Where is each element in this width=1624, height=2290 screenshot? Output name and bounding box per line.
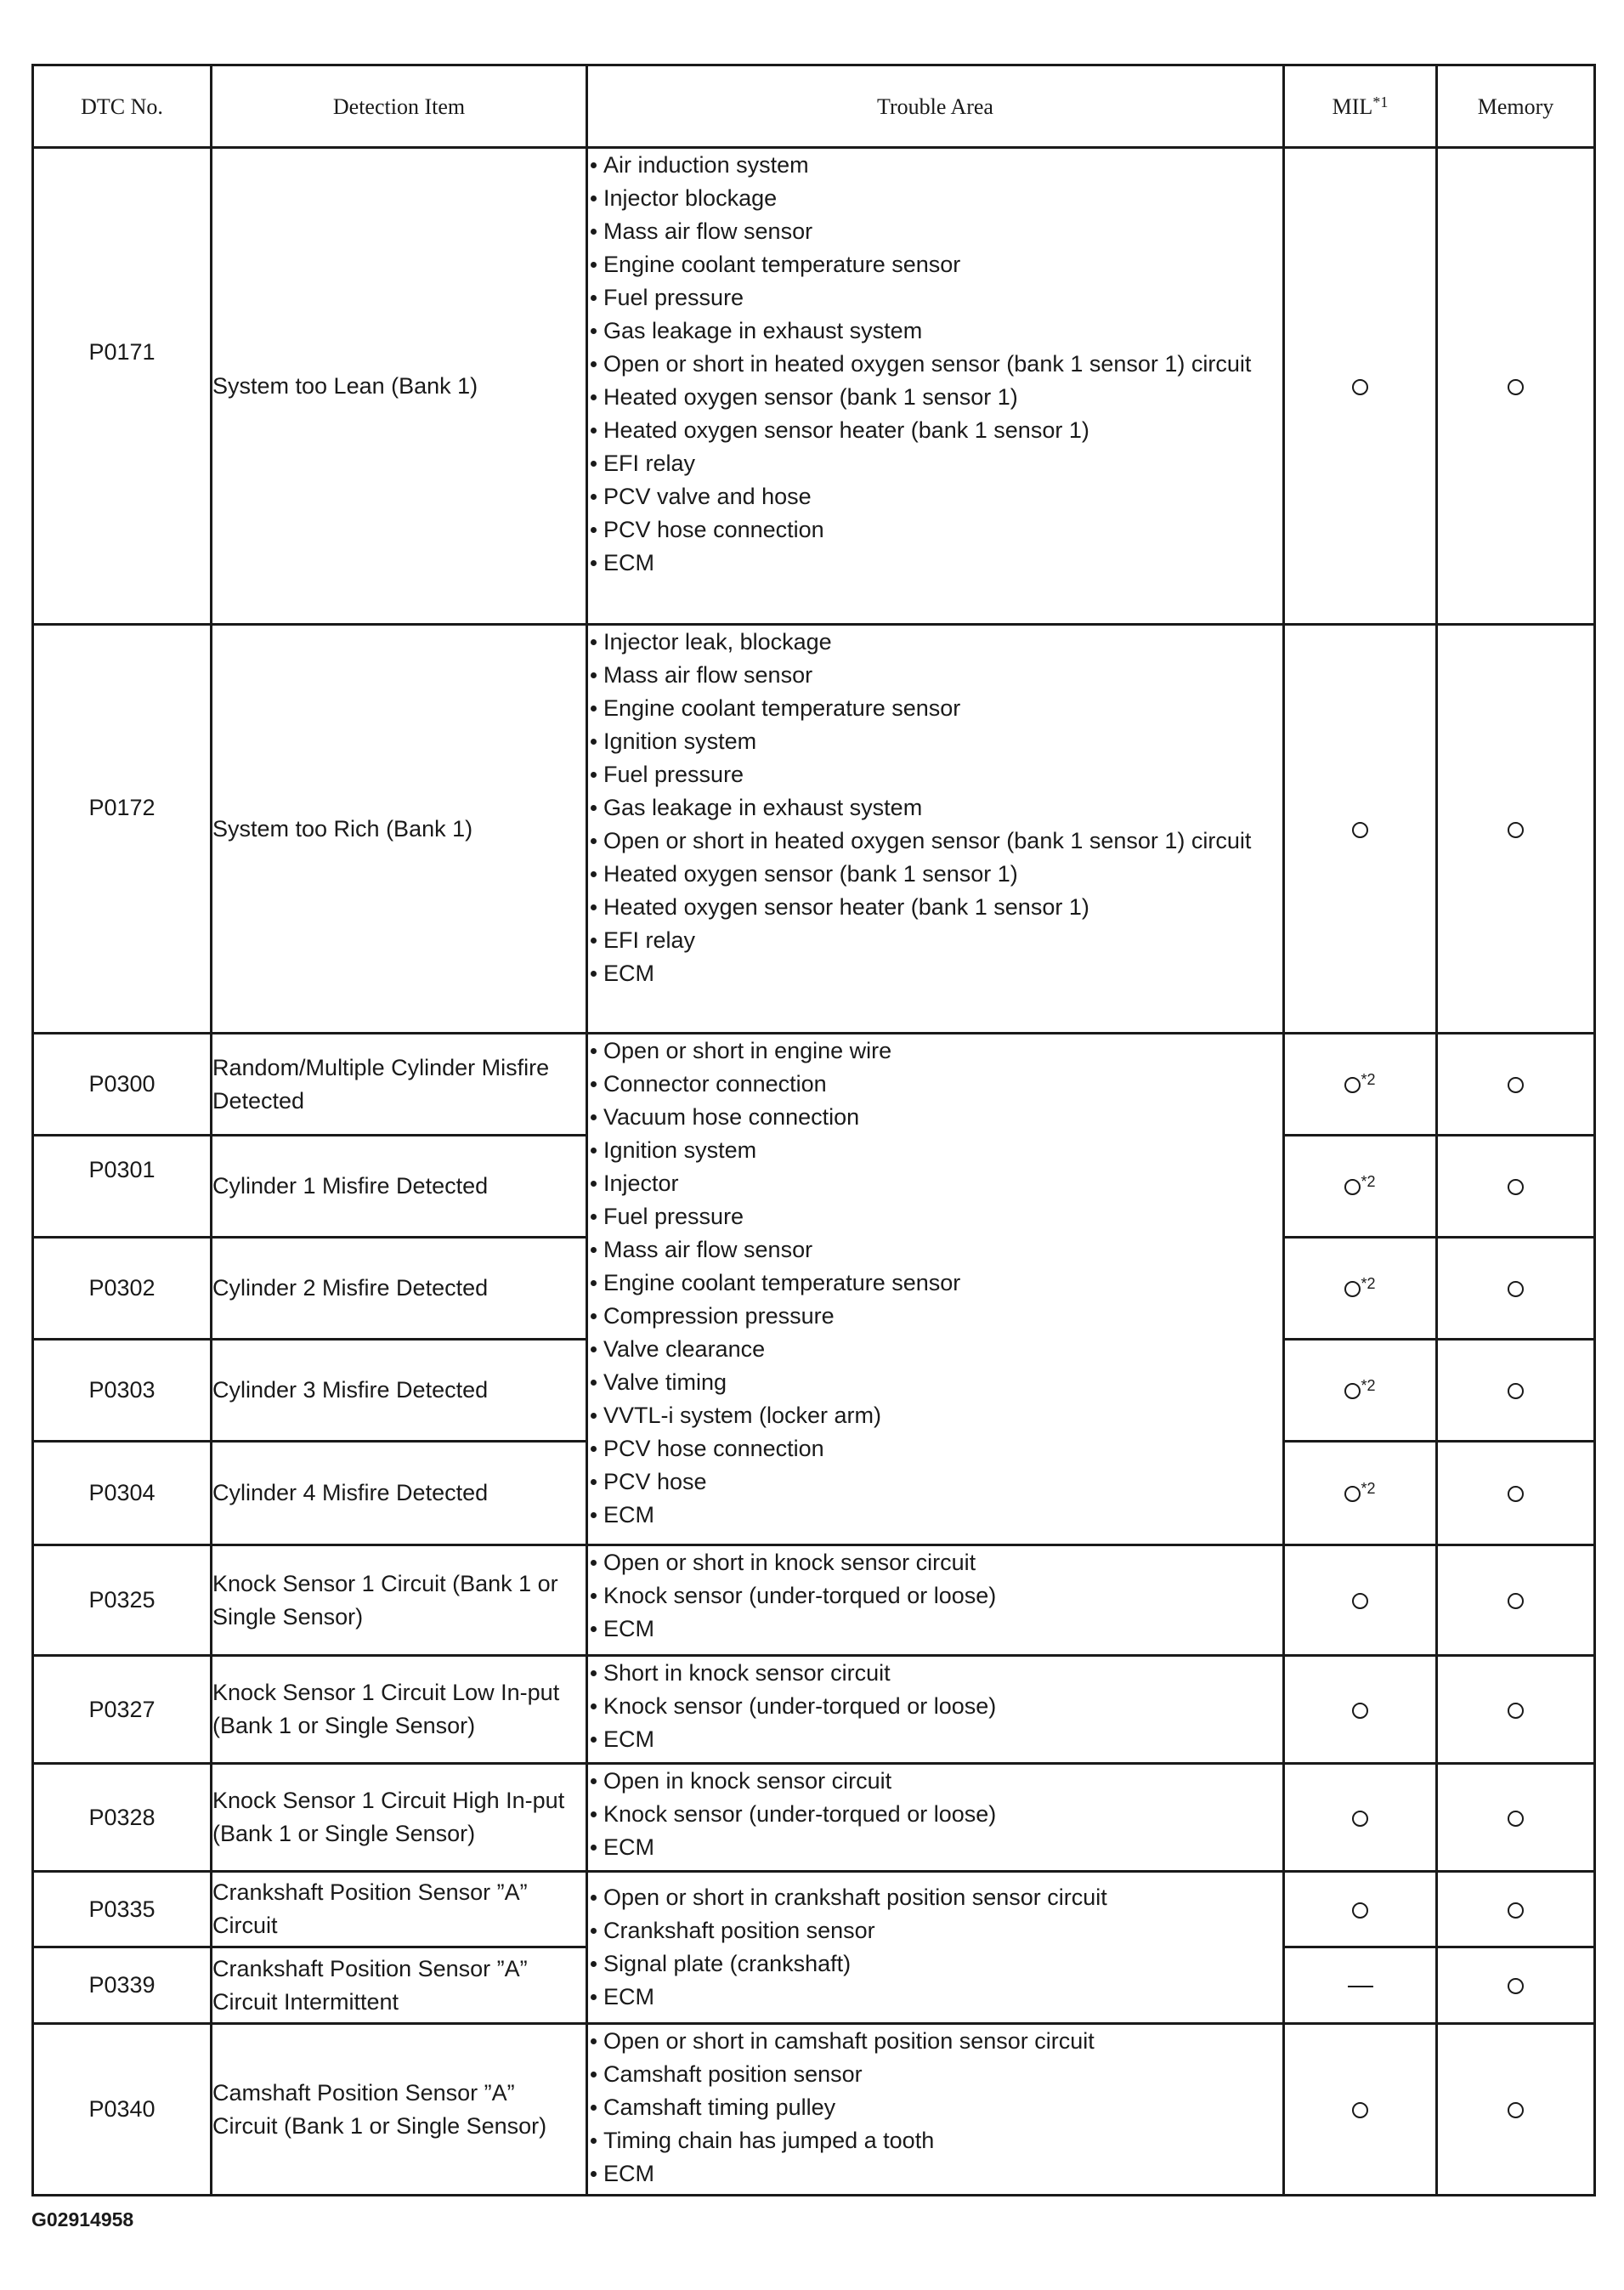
trouble-area-list xyxy=(588,149,1282,580)
circle-mark xyxy=(1344,1077,1361,1093)
trouble-area xyxy=(587,148,1284,625)
mil-cell xyxy=(1284,1947,1437,2024)
dtc-code: P0172 xyxy=(33,625,212,1034)
trouble-area-item: Open or short in heated oxygen sensor (bank 1 sensor 1) circuit xyxy=(588,825,1282,858)
circle-mark xyxy=(1508,1179,1524,1195)
memory-cell xyxy=(1437,1545,1595,1656)
circle-mark xyxy=(1508,1077,1524,1093)
header-memory: Memory xyxy=(1437,65,1595,148)
trouble-area-list xyxy=(588,1546,1282,1646)
header-mil-note: *1 xyxy=(1372,93,1389,111)
mil-cell xyxy=(1284,148,1437,625)
circle-mark xyxy=(1352,2102,1368,2118)
mil-cell xyxy=(1284,1545,1437,1656)
dtc-code: P0328 xyxy=(33,1764,212,1872)
dtc-code: P0340 xyxy=(33,2024,212,2196)
detection-item: Crankshaft Position Sensor ”A” Circuit xyxy=(212,1872,587,1947)
table-row xyxy=(33,1034,1595,1136)
header-mil xyxy=(1284,65,1437,148)
trouble-area-item: Open or short in heated oxygen sensor (bank 1 sensor 1) circuit xyxy=(588,348,1282,381)
trouble-area xyxy=(587,1545,1284,1656)
circle-mark xyxy=(1344,1281,1361,1297)
mil-cell xyxy=(1284,1764,1437,1872)
trouble-area-item: EFI relay xyxy=(588,924,1282,957)
memory-cell xyxy=(1437,148,1595,625)
trouble-area-item: Ignition system xyxy=(588,1134,1282,1167)
trouble-area-item: Knock sensor (under-torqued or loose) xyxy=(588,1579,1282,1613)
circle-mark xyxy=(1508,822,1524,838)
trouble-area-item: Signal plate (crankshaft) xyxy=(588,1947,1282,1981)
trouble-area-item: Open or short in camshaft position sensor circuit xyxy=(588,2025,1282,2058)
circle-mark xyxy=(1352,1902,1368,1919)
table-row xyxy=(33,1872,1595,1947)
header-detection-item: Detection Item xyxy=(212,65,587,148)
memory-cell xyxy=(1437,1947,1595,2024)
circle-mark xyxy=(1508,2102,1524,2118)
mil-note: *2 xyxy=(1361,1275,1376,1292)
trouble-area-item: Injector xyxy=(588,1167,1282,1200)
mil-cell xyxy=(1284,1238,1437,1340)
trouble-area-list xyxy=(588,1657,1282,1756)
detection-item: Cylinder 1 Misfire Detected xyxy=(212,1136,587,1238)
trouble-area-item: Air induction system xyxy=(588,149,1282,182)
mil-cell xyxy=(1284,1034,1437,1136)
trouble-area-item: EFI relay xyxy=(588,447,1282,480)
table-row xyxy=(33,148,1595,625)
trouble-area-item: PCV hose connection xyxy=(588,1432,1282,1465)
trouble-area-item: Gas leakage in exhaust system xyxy=(588,315,1282,348)
circle-mark xyxy=(1508,1281,1524,1297)
detection-item: Knock Sensor 1 Circuit High In-put (Bank 1 or Single Sensor) xyxy=(212,1764,587,1872)
memory-cell xyxy=(1437,2024,1595,2196)
mil-cell xyxy=(1284,1340,1437,1442)
table-row xyxy=(33,625,1595,1034)
trouble-area-item: Knock sensor (under-torqued or loose) xyxy=(588,1798,1282,1831)
trouble-area-item: Timing chain has jumped a tooth xyxy=(588,2124,1282,2157)
trouble-area xyxy=(587,2024,1284,2196)
dtc-table xyxy=(31,64,1596,2196)
trouble-area-item: Gas leakage in exhaust system xyxy=(588,791,1282,825)
trouble-area-item: Fuel pressure xyxy=(588,281,1282,315)
trouble-area-item: Mass air flow sensor xyxy=(588,1233,1282,1267)
dtc-code: P0303 xyxy=(33,1340,212,1442)
circle-mark xyxy=(1508,1978,1524,1994)
dtc-code: P0300 xyxy=(33,1034,212,1136)
trouble-area-item: Ignition system xyxy=(588,725,1282,758)
mil-cell xyxy=(1284,1872,1437,1947)
header-mil-label: MIL xyxy=(1332,94,1373,119)
trouble-area-item: ECM xyxy=(588,1831,1282,1864)
circle-mark xyxy=(1508,1383,1524,1399)
circle-mark xyxy=(1352,379,1368,395)
detection-item: Knock Sensor 1 Circuit (Bank 1 or Single Sensor) xyxy=(212,1545,587,1656)
trouble-area-item: Heated oxygen sensor heater (bank 1 sensor 1) xyxy=(588,414,1282,447)
trouble-area-item: PCV valve and hose xyxy=(588,480,1282,513)
trouble-area-list xyxy=(588,1765,1282,1864)
trouble-area xyxy=(587,1764,1284,1872)
trouble-area-item: Fuel pressure xyxy=(588,1200,1282,1233)
trouble-area-item: Heated oxygen sensor heater (bank 1 sensor 1) xyxy=(588,891,1282,924)
detection-item: Cylinder 4 Misfire Detected xyxy=(212,1442,587,1545)
mil-note: *2 xyxy=(1361,1377,1376,1394)
trouble-area-item: Camshaft timing pulley xyxy=(588,2091,1282,2124)
trouble-area-item: ECM xyxy=(588,547,1282,580)
trouble-area-item: Injector leak, blockage xyxy=(588,626,1282,659)
circle-mark xyxy=(1352,1811,1368,1827)
trouble-area-item: Knock sensor (under-torqued or loose) xyxy=(588,1690,1282,1723)
trouble-area-item: ECM xyxy=(588,1499,1282,1532)
circle-mark xyxy=(1508,1811,1524,1827)
mil-note: *2 xyxy=(1361,1071,1376,1088)
memory-cell xyxy=(1437,1136,1595,1238)
trouble-area-item: ECM xyxy=(588,957,1282,990)
memory-cell xyxy=(1437,625,1595,1034)
circle-mark xyxy=(1352,1703,1368,1719)
trouble-area xyxy=(587,1034,1284,1545)
trouble-area-item: Open or short in engine wire xyxy=(588,1034,1282,1068)
table-row xyxy=(33,1545,1595,1656)
dtc-code: P0327 xyxy=(33,1656,212,1764)
mil-cell xyxy=(1284,2024,1437,2196)
trouble-area-item: ECM xyxy=(588,1981,1282,2014)
dtc-code: P0304 xyxy=(33,1442,212,1545)
detection-item: Camshaft Position Sensor ”A” Circuit (Bank 1 or Single Sensor) xyxy=(212,2024,587,2196)
trouble-area-item: Fuel pressure xyxy=(588,758,1282,791)
detection-item: Knock Sensor 1 Circuit Low In-put (Bank 1 or Single Sensor) xyxy=(212,1656,587,1764)
table-row xyxy=(33,1656,1595,1764)
dtc-code: P0171 xyxy=(33,148,212,625)
trouble-area-item: Camshaft position sensor xyxy=(588,2058,1282,2091)
circle-mark xyxy=(1344,1486,1361,1502)
trouble-area-item: Heated oxygen sensor (bank 1 sensor 1) xyxy=(588,858,1282,891)
trouble-area-item: ECM xyxy=(588,1723,1282,1756)
dtc-code: P0339 xyxy=(33,1947,212,2024)
circle-mark xyxy=(1508,379,1524,395)
circle-mark xyxy=(1508,1902,1524,1919)
detection-item: Cylinder 2 Misfire Detected xyxy=(212,1238,587,1340)
circle-mark xyxy=(1508,1486,1524,1502)
memory-cell xyxy=(1437,1238,1595,1340)
trouble-area-item: Heated oxygen sensor (bank 1 sensor 1) xyxy=(588,381,1282,414)
trouble-area-item: ECM xyxy=(588,2157,1282,2191)
trouble-area-item: Engine coolant temperature sensor xyxy=(588,248,1282,281)
circle-mark xyxy=(1508,1593,1524,1609)
detection-item: Crankshaft Position Sensor ”A” Circuit Intermittent xyxy=(212,1947,587,2024)
trouble-area-item: PCV hose xyxy=(588,1465,1282,1499)
dash-mark xyxy=(1348,1986,1373,1987)
header-trouble-area: Trouble Area xyxy=(587,65,1284,148)
mil-note: *2 xyxy=(1361,1480,1376,1497)
circle-mark xyxy=(1344,1383,1361,1399)
mil-cell xyxy=(1284,1656,1437,1764)
header-dtc-no: DTC No. xyxy=(33,65,212,148)
memory-cell xyxy=(1437,1442,1595,1545)
circle-mark xyxy=(1508,1703,1524,1719)
trouble-area-list xyxy=(588,2025,1282,2191)
circle-mark xyxy=(1352,1593,1368,1609)
figure-id: G02914958 xyxy=(31,2208,134,2230)
mil-cell xyxy=(1284,1136,1437,1238)
trouble-area-item: Engine coolant temperature sensor xyxy=(588,1267,1282,1300)
detection-item: Cylinder 3 Misfire Detected xyxy=(212,1340,587,1442)
trouble-area-item: Open in knock sensor circuit xyxy=(588,1765,1282,1798)
trouble-area-item: Connector connection xyxy=(588,1068,1282,1101)
table-row xyxy=(33,2024,1595,2196)
trouble-area xyxy=(587,625,1284,1034)
trouble-area-item: Mass air flow sensor xyxy=(588,659,1282,692)
trouble-area-item: Engine coolant temperature sensor xyxy=(588,692,1282,725)
trouble-area-item: Valve clearance xyxy=(588,1333,1282,1366)
circle-mark xyxy=(1352,822,1368,838)
trouble-area-list xyxy=(588,1034,1282,1532)
trouble-area-item: Valve timing xyxy=(588,1366,1282,1399)
trouble-area-item: Mass air flow sensor xyxy=(588,215,1282,248)
detection-item: System too Lean (Bank 1) xyxy=(212,148,587,625)
trouble-area-item: Crankshaft position sensor xyxy=(588,1914,1282,1947)
table-header-row xyxy=(33,65,1595,148)
dtc-code: P0335 xyxy=(33,1872,212,1947)
mil-cell xyxy=(1284,1442,1437,1545)
trouble-area-item: Vacuum hose connection xyxy=(588,1101,1282,1134)
mil-cell xyxy=(1284,625,1437,1034)
circle-mark xyxy=(1344,1179,1361,1195)
trouble-area-item: Injector blockage xyxy=(588,182,1282,215)
memory-cell xyxy=(1437,1034,1595,1136)
detection-item: Random/Multiple Cylinder Misfire Detected xyxy=(212,1034,587,1136)
trouble-area-item: Open or short in crankshaft position sensor circuit xyxy=(588,1881,1282,1914)
trouble-area-list xyxy=(588,626,1282,990)
trouble-area-list xyxy=(588,1881,1282,2014)
trouble-area-item: ECM xyxy=(588,1613,1282,1646)
trouble-area-item: PCV hose connection xyxy=(588,513,1282,547)
trouble-area xyxy=(587,1656,1284,1764)
memory-cell xyxy=(1437,1764,1595,1872)
trouble-area xyxy=(587,1872,1284,2024)
trouble-area-item: VVTL-i system (locker arm) xyxy=(588,1399,1282,1432)
memory-cell xyxy=(1437,1872,1595,1947)
trouble-area-item: Short in knock sensor circuit xyxy=(588,1657,1282,1690)
detection-item: System too Rich (Bank 1) xyxy=(212,625,587,1034)
dtc-code: P0325 xyxy=(33,1545,212,1656)
mil-note: *2 xyxy=(1361,1173,1376,1190)
table-row xyxy=(33,1764,1595,1872)
dtc-code: P0302 xyxy=(33,1238,212,1340)
dtc-code: P0301 xyxy=(33,1136,212,1238)
memory-cell xyxy=(1437,1340,1595,1442)
trouble-area-item: Compression pressure xyxy=(588,1300,1282,1333)
trouble-area-item: Open or short in knock sensor circuit xyxy=(588,1546,1282,1579)
memory-cell xyxy=(1437,1656,1595,1764)
